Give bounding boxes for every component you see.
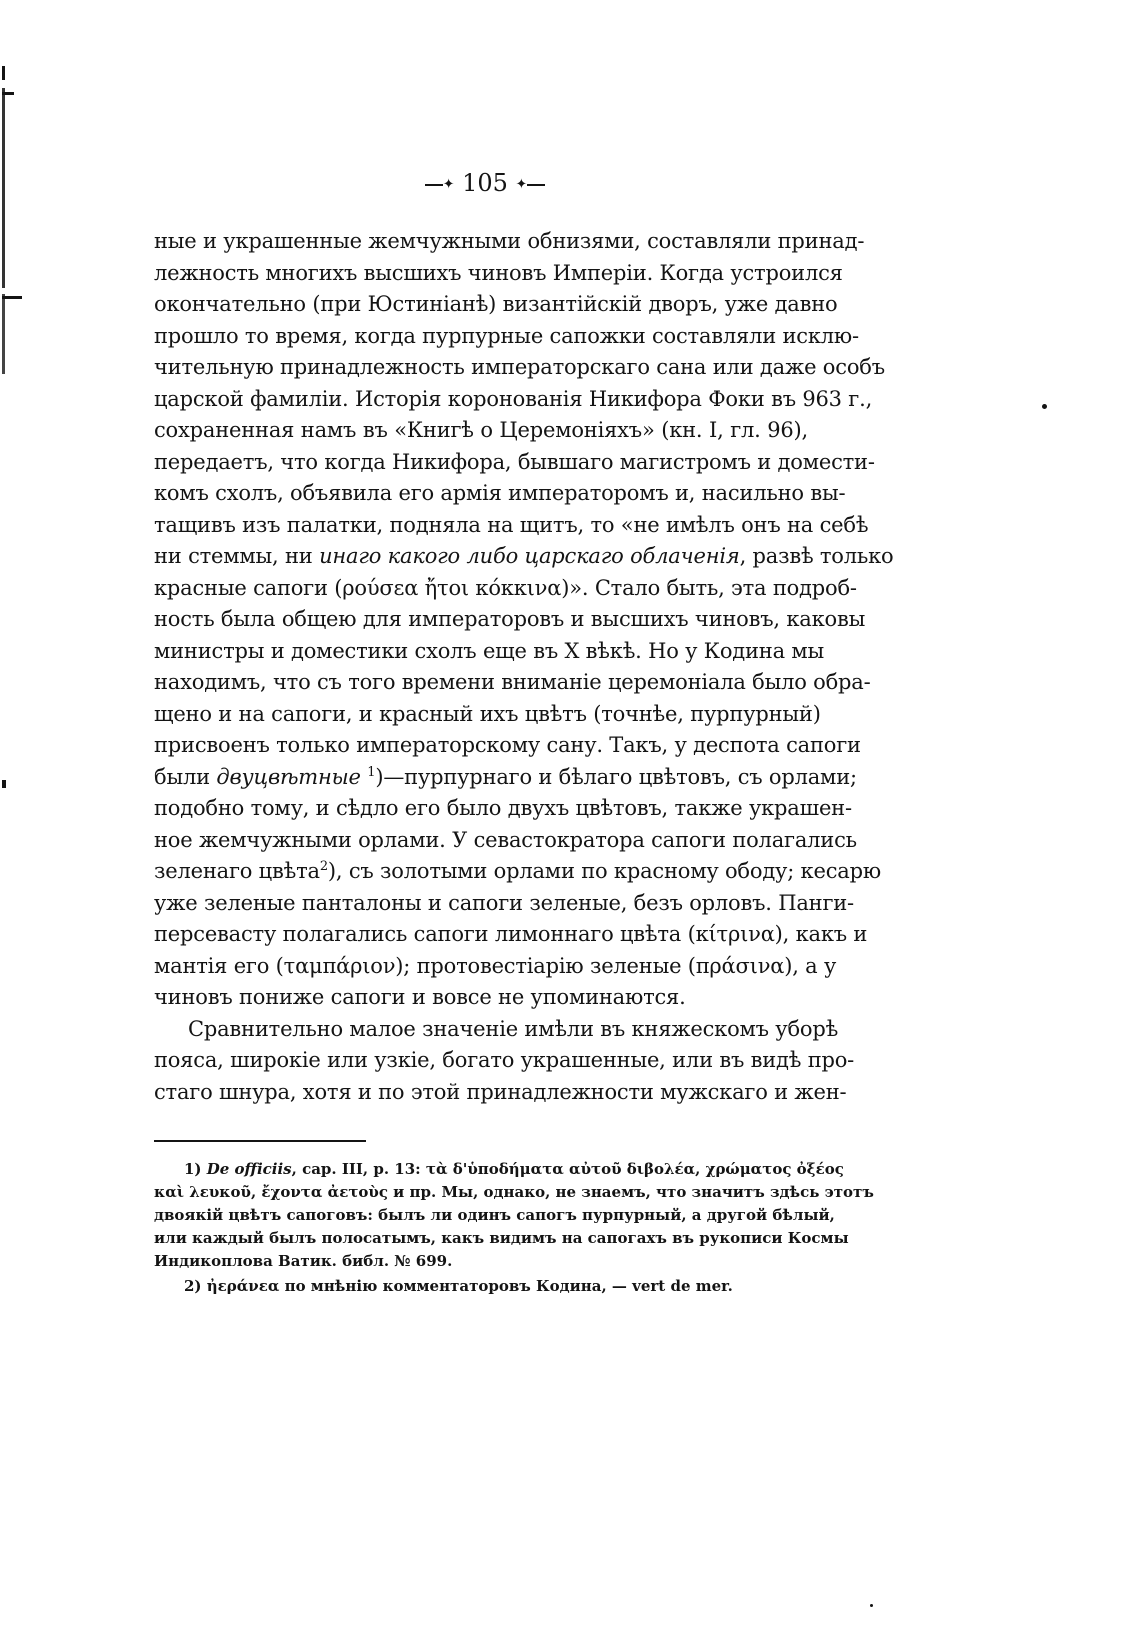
footnote-1-line xyxy=(154,1158,844,1181)
footnote-ref-1[interactable]: 1 xyxy=(367,764,376,780)
footnote-1-line: Индикоплова Ватик. библ. № 699. xyxy=(154,1252,453,1270)
text-line: Сравнительно малое значеніе имѣли въ княжескомъ уборѣ xyxy=(188,1016,839,1041)
text-line: мантія его (ταμπάριον); протовестіарію зеленые (πράσινα), а у xyxy=(154,953,837,978)
text-line xyxy=(154,762,857,794)
page-header: ✦ 105 ✦ xyxy=(150,168,820,200)
scan-mark xyxy=(2,92,14,95)
text-line: царской фамиліи. Исторія коронованія Никифора Фоки въ 963 г., xyxy=(154,386,873,411)
footnote-1-line: καὶ λευκοῦ, ἔχοντα ἀετοὺς и пр. Мы, однако, не знаемъ, что значитъ здѣсь этотъ xyxy=(154,1183,874,1201)
text-line: передаетъ, что когда Никифора, бывшаго магистромъ и домести- xyxy=(154,449,875,474)
text-line: комъ схолъ, объявила его армія императоромъ и, насильно вы- xyxy=(154,481,846,505)
footnote-1-line: или каждый былъ полосатымъ, какъ видимъ на сапогахъ въ рукописи Космы xyxy=(154,1229,849,1247)
text-line xyxy=(154,856,881,888)
scan-mark xyxy=(2,780,6,788)
text-span: ни стеммы, ни xyxy=(154,544,320,568)
text-line: уже зеленые панталоны и сапоги зеленые, безъ орловъ. Панги- xyxy=(154,890,854,915)
text-line: чительную принадлежность императорскаго сана или даже особъ xyxy=(154,355,885,379)
text-line: подобно тому, и сѣдло его было двухъ цвѣтовъ, также украшен- xyxy=(154,796,852,820)
text-span: , cap. III, p. 13: τὰ δ'ὑποδήματα αὐτοῦ διβολέα, χρώματος ὀξέος xyxy=(291,1160,844,1178)
text-line: ные и украшенные жемчужными обнизями, составляли принад- xyxy=(154,229,865,253)
text-line: щено и на сапоги, и красный ихъ цвѣтъ (точнѣе, пурпурный) xyxy=(154,701,821,726)
text-line: ное жемчужными орлами. У севастократора сапоги полагались xyxy=(154,827,857,852)
scan-mark xyxy=(2,66,5,80)
footnote-title: De officiis xyxy=(206,1160,292,1178)
text-line: присвоенъ только императорскому сану. Такъ, у деспота сапоги xyxy=(154,733,861,757)
scan-mark xyxy=(1042,404,1047,409)
page-number: 105 xyxy=(462,169,508,197)
text-line: министры и доместики схолъ еще въ X вѣкѣ. Но у Кодина мы xyxy=(154,638,825,663)
main-text xyxy=(154,226,894,1108)
scan-mark xyxy=(2,294,5,374)
footnote-number: 1) xyxy=(184,1160,207,1178)
footnote-ref-2[interactable]: 2 xyxy=(319,859,328,874)
text-line: красные сапоги (ρούσεα ἤτοι κόκκινα)». Стало быть, эта подроб- xyxy=(154,575,857,600)
italic-text: двуцвѣтные xyxy=(216,764,361,789)
footnote-divider xyxy=(154,1140,366,1142)
text-line: прошло то время, когда пурпурные сапожки составляли исклю- xyxy=(154,323,859,348)
text-span: ), съ золотыми орлами по красному ободу; кесарю xyxy=(327,859,881,883)
text-line: тащивъ изъ палатки, подняла на щитъ, то «не имѣлъ онъ на себѣ xyxy=(154,512,869,537)
text-line: окончательно (при Юстиніанѣ) византійскій дворъ, уже давно xyxy=(154,292,838,316)
footnote-1-line: двоякій цвѣтъ сапоговъ: былъ ли одинъ сапогъ пурпурный, а другой бѣлый, xyxy=(154,1206,835,1224)
italic-text: инаго какого либо царскаго облаченія xyxy=(319,544,740,568)
scan-mark xyxy=(2,296,22,299)
text-line xyxy=(154,541,894,573)
text-line: стаго шнура, хотя и по этой принадлежности мужскаго и жен- xyxy=(154,1079,847,1104)
text-line: чиновъ пониже сапоги и вовсе не упоминаются. xyxy=(154,985,686,1009)
text-span: )—пурпурнаго и бѣлаго цвѣтовъ, съ орлами; xyxy=(375,764,857,789)
text-span: были xyxy=(154,764,217,789)
text-line: находимъ, что съ того времени вниманіе церемоніала было обра- xyxy=(154,670,871,694)
text-span: зеленаго цвѣта xyxy=(154,859,320,883)
scan-mark xyxy=(870,1604,873,1607)
text-span: , развѣ только xyxy=(739,544,894,568)
scan-mark xyxy=(2,88,5,288)
text-line: ность была общею для императоровъ и высшихъ чиновъ, каковы xyxy=(154,607,866,631)
text-line: сохраненная намъ въ «Книгѣ о Церемоніяхъ» (кн. I, гл. 96), xyxy=(154,418,808,442)
text-line: персевасту полагались сапоги лимоннаго цвѣта (κίτρινα), какъ и xyxy=(154,922,868,946)
footnote-2-line: 2) ἠεράνεα по мнѣнію комментаторовъ Кодина, — vert de mer. xyxy=(184,1277,733,1295)
text-line: пояса, широкіе или узкіе, богато украшенные, или въ видѣ про- xyxy=(154,1048,855,1072)
text-line: лежность многихъ высшихъ чиновъ Имперіи. Когда устроился xyxy=(154,260,843,285)
footnotes xyxy=(154,1158,874,1298)
